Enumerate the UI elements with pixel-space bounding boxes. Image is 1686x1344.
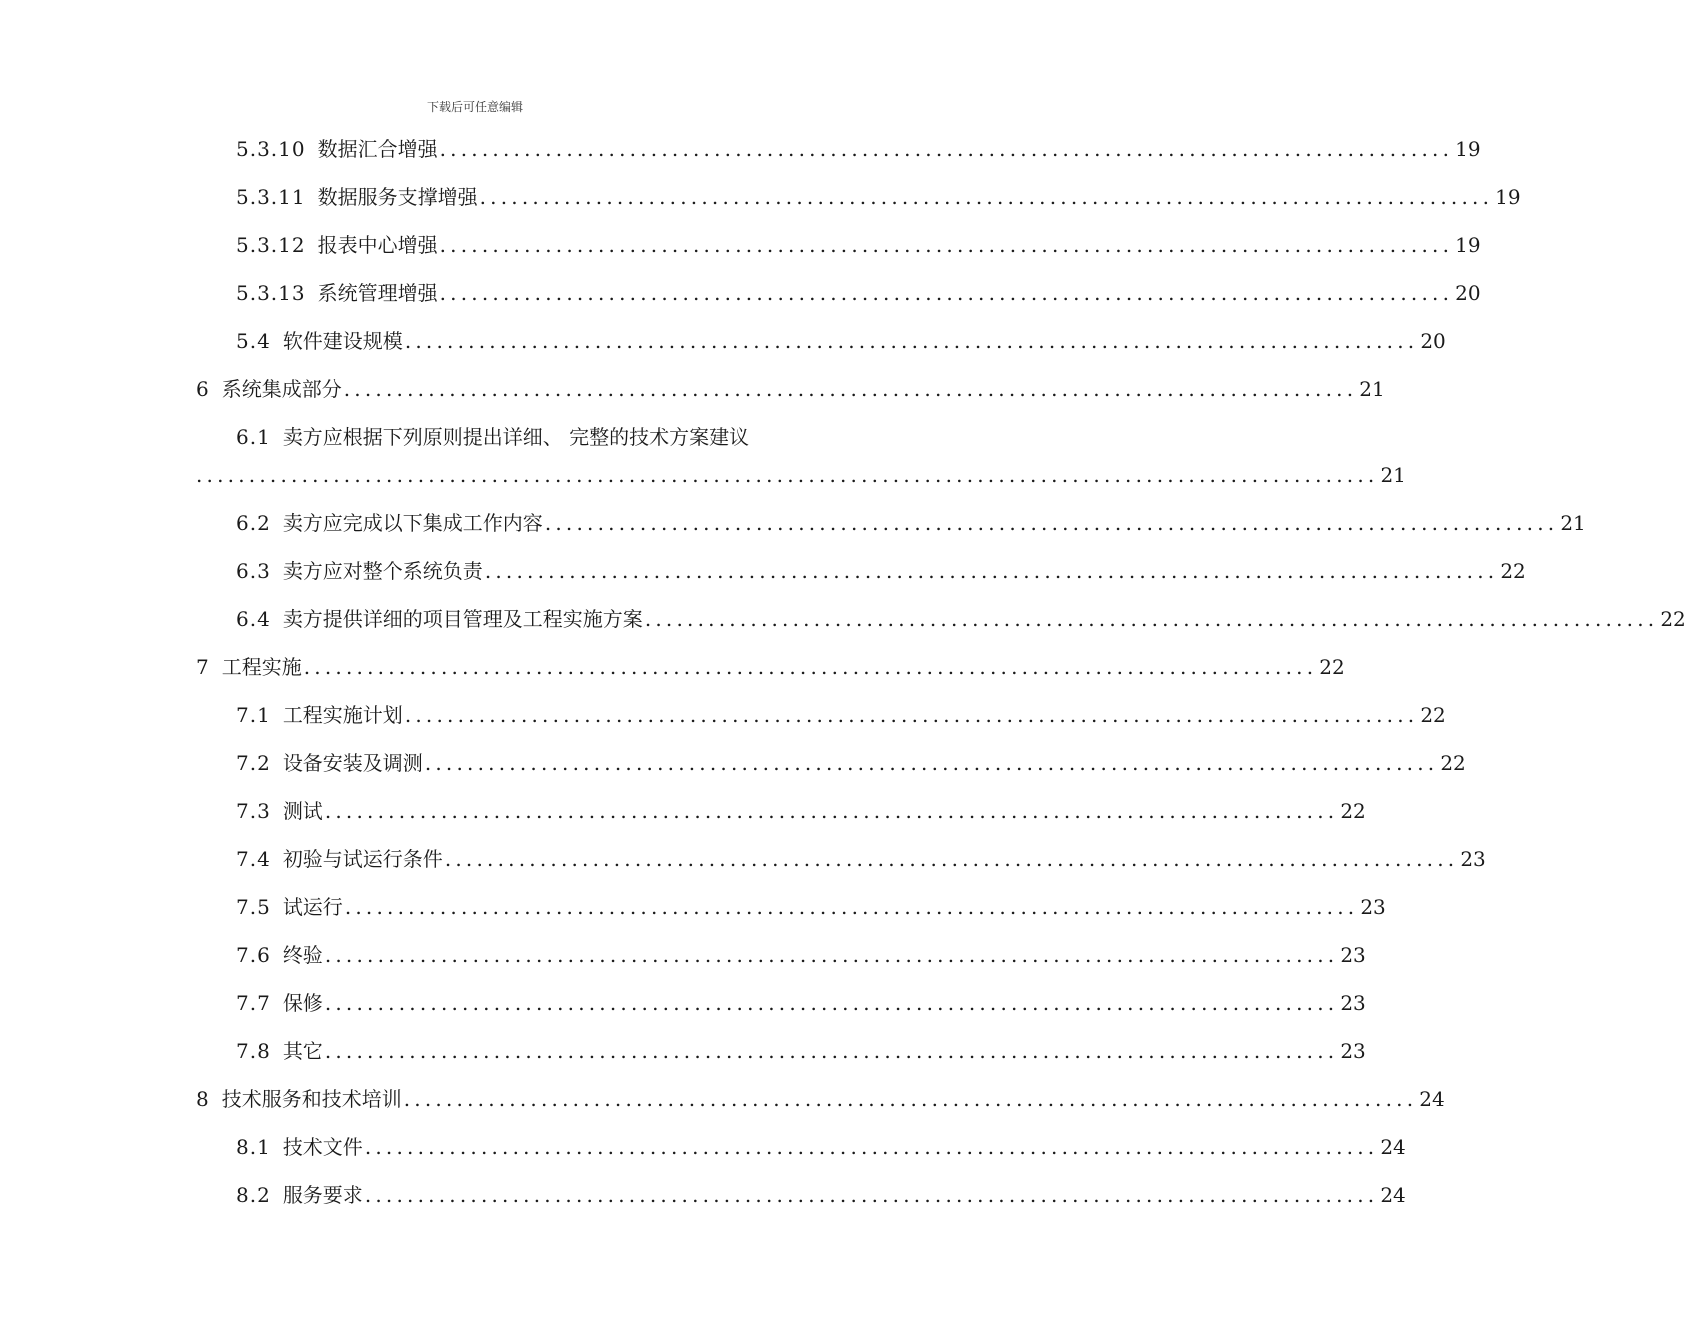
toc-entry-number: 7.5 <box>236 895 271 919</box>
toc-entry-page: 23 <box>1340 1039 1366 1063</box>
toc-leader-dots: ................................................................................................ <box>364 1183 1379 1207</box>
toc-leader-dots: ................................................................................................ <box>324 943 1339 967</box>
toc-leader-dots: ................................................................................................ <box>324 991 1339 1015</box>
toc-entry-title: 卖方应根据下列原则提出详细、 完整的技术方案建议 <box>282 425 750 449</box>
toc-entry-page: 24 <box>1419 1087 1445 1111</box>
toc-entry-title: 保修 <box>282 991 323 1015</box>
toc-leader-dots: ................................................................................................ <box>544 511 1559 535</box>
toc-entry-8-2[interactable] <box>236 1178 1406 1208</box>
toc-leader-dots: ................................................................................................ <box>324 1039 1339 1063</box>
toc-entry-number: 7.2 <box>236 751 271 775</box>
toc-entry-page: 20 <box>1455 281 1481 305</box>
toc-entry-title: 软件建设规模 <box>282 329 403 353</box>
toc-entry-title: 工程实施计划 <box>282 703 403 727</box>
toc-entry-page: 19 <box>1495 185 1521 209</box>
toc-entry-6-2[interactable] <box>236 506 1586 536</box>
toc-leader-dots: ................................................................................................ <box>364 1135 1379 1159</box>
toc-entry-number: 7 <box>196 655 210 679</box>
toc-entry-number: 8 <box>196 1087 210 1111</box>
toc-entry-7-8[interactable] <box>236 1034 1366 1064</box>
toc-entry-number: 7.1 <box>236 703 271 727</box>
toc-leader-dots: ................................................................................................ <box>439 233 1454 257</box>
toc-entry-page: 23 <box>1340 991 1366 1015</box>
toc-entry-title: 服务要求 <box>282 1183 363 1207</box>
toc-leader-dots: ................................................................................................ <box>303 655 1318 679</box>
toc-entry-6-3[interactable] <box>236 554 1526 584</box>
page-header: 下载后可任意编辑 <box>426 100 523 114</box>
toc-entry-title: 数据汇合增强 <box>317 137 438 161</box>
toc-entry-title: 试运行 <box>282 895 343 919</box>
toc-entry-page: 23 <box>1460 847 1486 871</box>
toc-entry-page: 22 <box>1660 607 1686 631</box>
toc-entry-title: 系统管理增强 <box>317 281 438 305</box>
toc-entry-number: 5.4 <box>236 329 271 353</box>
toc-entry-number: 8.2 <box>236 1183 271 1207</box>
toc-entry-6-1[interactable] <box>236 420 838 450</box>
toc-entry-page: 22 <box>1500 559 1526 583</box>
toc-entry-page: 24 <box>1380 1183 1406 1207</box>
toc-entry-page: 22 <box>1420 703 1446 727</box>
toc-entry-page: 21 <box>1359 377 1385 401</box>
toc-entry-title: 设备安装及调测 <box>282 751 423 775</box>
toc-entry-title: 数据服务支撑增强 <box>317 185 478 209</box>
toc-entry-page: 19 <box>1455 233 1481 257</box>
toc-leader-dots: ................................................................................................ <box>479 185 1494 209</box>
toc-entry-page: 21 <box>1560 511 1586 535</box>
toc-entry-title: 测试 <box>282 799 323 823</box>
toc-leader-dots: ................................................................................................ <box>344 895 1359 919</box>
toc-entry-5-4[interactable] <box>236 324 1446 354</box>
toc-entry-page: 23 <box>1360 895 1386 919</box>
toc-entry-title: 初验与试运行条件 <box>282 847 443 871</box>
toc-entry-number: 6.2 <box>236 511 271 535</box>
toc-entry-5-3-12[interactable] <box>236 228 1481 258</box>
toc-entry-number: 5.3.11 <box>236 185 306 209</box>
toc-entry-number: 6.3 <box>236 559 271 583</box>
toc-entry-number: 6 <box>196 377 210 401</box>
toc-entry-8-1[interactable] <box>236 1130 1406 1160</box>
toc-entry-7-5[interactable] <box>236 890 1386 920</box>
toc-entry-page: 22 <box>1319 655 1345 679</box>
toc-entry-title: 报表中心增强 <box>317 233 438 257</box>
toc-entry-number: 5.3.12 <box>236 233 306 257</box>
toc-entry-number: 7.7 <box>236 991 271 1015</box>
toc-entry-number: 7.4 <box>236 847 271 871</box>
toc-entry-7-7[interactable] <box>236 986 1366 1016</box>
toc-entry-6-4[interactable] <box>236 602 1686 632</box>
toc-entry-title: 工程实施 <box>221 655 302 679</box>
toc-entry-5-3-10[interactable] <box>236 132 1481 162</box>
toc-entry-page: 22 <box>1440 751 1466 775</box>
toc-leader-dots: ................................................................................................ <box>439 281 1454 305</box>
toc-entry-number: 7.3 <box>236 799 271 823</box>
toc-entry-number: 7.6 <box>236 943 271 967</box>
toc-entry-7-2[interactable] <box>236 746 1466 776</box>
toc-entry-title: 卖方提供详细的项目管理及工程实施方案 <box>282 607 643 631</box>
toc-entry-number: 6.4 <box>236 607 271 631</box>
toc-entry-7-1[interactable] <box>236 698 1446 728</box>
toc-leader-dots: ................................................................................................ <box>343 377 1358 401</box>
toc-leader-dots: ................................................................................................ <box>444 847 1459 871</box>
toc-entry-6[interactable] <box>196 372 1385 402</box>
toc-entry-6-1-continuation[interactable] <box>196 458 1406 488</box>
toc-entry-title: 技术服务和技术培训 <box>221 1087 402 1111</box>
toc-entry-5-3-11[interactable] <box>236 180 1521 210</box>
toc-leader-dots: ................................................................................................................ <box>196 463 1379 487</box>
toc-leader-dots: ................................................................................................ <box>484 559 1499 583</box>
toc-leader-dots: ................................................................................................ <box>404 329 1419 353</box>
toc-entry-title: 终验 <box>282 943 323 967</box>
toc-entry-page: 19 <box>1455 137 1481 161</box>
toc-leader-dots: ................................................................................................ <box>424 751 1439 775</box>
toc-entry-page: 24 <box>1380 1135 1406 1159</box>
toc-entry-page: 21 <box>1380 463 1406 487</box>
toc-entry-7-6[interactable] <box>236 938 1366 968</box>
toc-entry-number: 8.1 <box>236 1135 271 1159</box>
toc-entry-8[interactable] <box>196 1082 1445 1112</box>
toc-entry-page: 23 <box>1340 943 1366 967</box>
toc-leader-dots: ................................................................................................ <box>324 799 1339 823</box>
toc-entry-number: 7.8 <box>236 1039 271 1063</box>
toc-entry-title: 技术文件 <box>282 1135 363 1159</box>
toc-entry-number: 5.3.10 <box>236 137 306 161</box>
toc-entry-number: 6.1 <box>236 425 271 449</box>
toc-leader-dots: ................................................................................................ <box>644 607 1659 631</box>
toc-entry-7-3[interactable] <box>236 794 1366 824</box>
toc-entry-7[interactable] <box>196 650 1345 680</box>
toc-entry-7-4[interactable] <box>236 842 1486 872</box>
toc-entry-page: 22 <box>1340 799 1366 823</box>
toc-entry-5-3-13[interactable] <box>236 276 1481 306</box>
toc-leader-dots: ................................................................................................ <box>403 1087 1418 1111</box>
toc-entry-title: 系统集成部分 <box>221 377 342 401</box>
toc-entry-title: 卖方应对整个系统负责 <box>282 559 483 583</box>
toc-entry-page: 20 <box>1420 329 1446 353</box>
toc-entry-title: 卖方应完成以下集成工作内容 <box>282 511 543 535</box>
toc-entry-title: 其它 <box>282 1039 323 1063</box>
toc-leader-dots: ................................................................................................ <box>404 703 1419 727</box>
toc-leader-dots: ................................................................................................ <box>439 137 1454 161</box>
toc-entry-number: 5.3.13 <box>236 281 306 305</box>
